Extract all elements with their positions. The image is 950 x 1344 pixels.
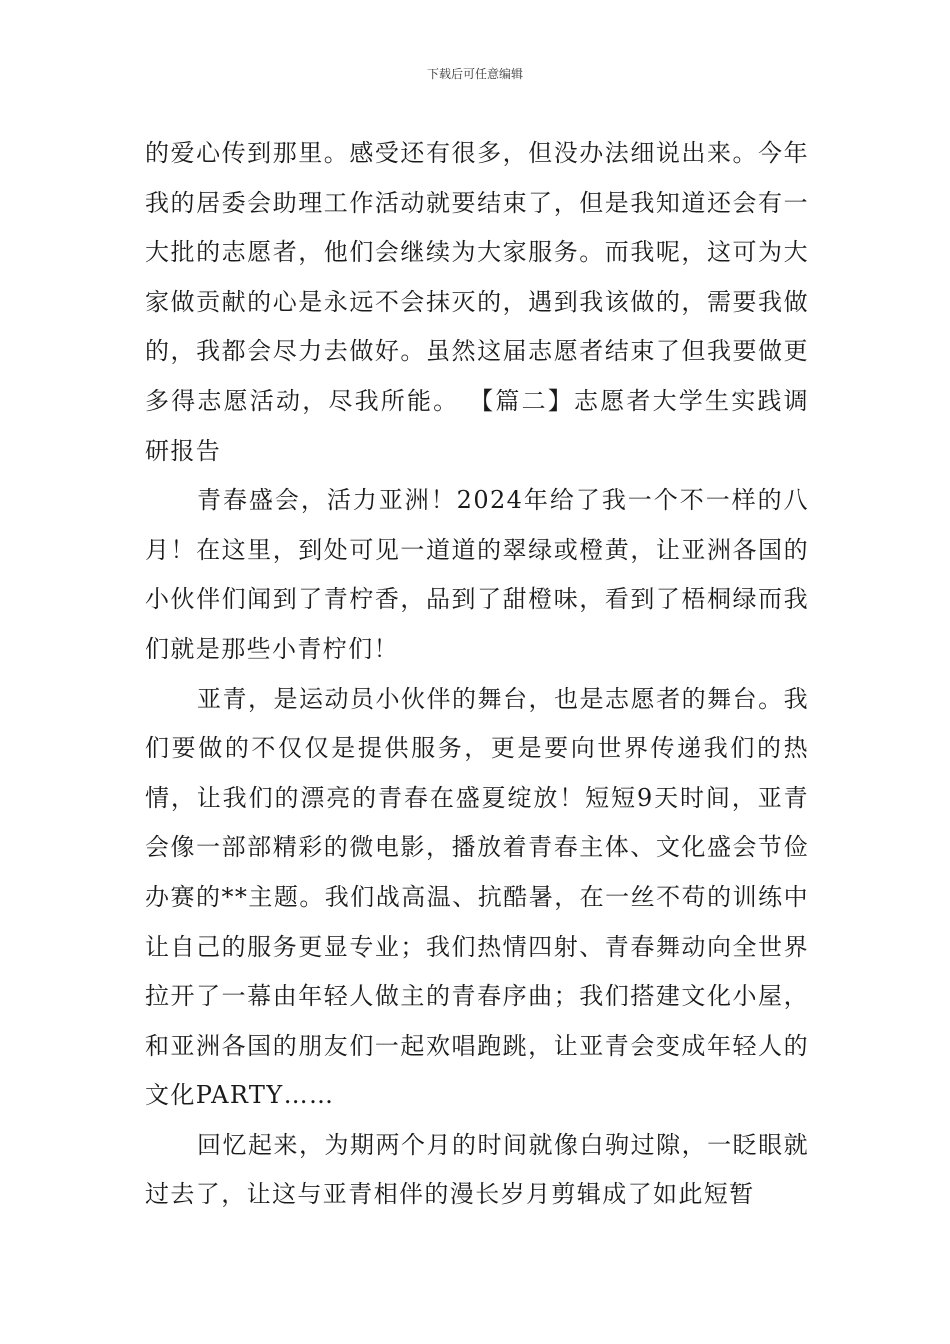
document-body: [145, 129, 809, 1220]
paragraph-1: 的爱心传到那里。感受还有很多，但没办法细说出来。今年我的居委会助理工作活动就要结束了，但是我知道还会有一大批的志愿者，他们会继续为大家服务。而我呢，这可为大家做贡献的心是永远不会抹灭的，遇到我该做的，需要我做的，我都会尽力去做好。虽然这届志愿者结束了但我要做更多得志愿活动，尽我所能。 【篇二】志愿者大学生实践调研报告: [145, 139, 809, 465]
paragraph-2: 青春盛会，活力亚洲！2024年给了我一个不一样的八月！在这里，到处可见一道道的翠绿或橙黄，让亚洲各国的小伙伴们闻到了青柠香，品到了甜橙味，看到了梧桐绿而我们就是那些小青柠们！: [145, 486, 809, 663]
paragraph-3: 亚青，是运动员小伙伴的舞台，也是志愿者的舞台。我们要做的不仅仅是提供服务，更是要向世界传递我们的热情，让我们的漂亮的青春在盛夏绽放！短短9天时间，亚青会像一部部精彩的微电影，播放着青春主体、文化盛会节俭办赛的**主题。我们战高温、抗酷暑，在一丝不苟的训练中让自己的服务更显专业；我们热情四射、青春舞动向全世界拉开了一幕由年轻人做主的青春序曲；我们搭建文化小屋，和亚洲各国的朋友们一起欢唱跑跳，让亚青会变成年轻人的文化PARTY……: [145, 684, 809, 1110]
paragraph-4: 回忆起来，为期两个月的时间就像白驹过隙，一眨眼就过去了，让这与亚青相伴的漫长岁月剪辑成了如此短暂: [145, 1130, 809, 1209]
page-header-note: 下载后可任意编辑: [426, 67, 523, 81]
